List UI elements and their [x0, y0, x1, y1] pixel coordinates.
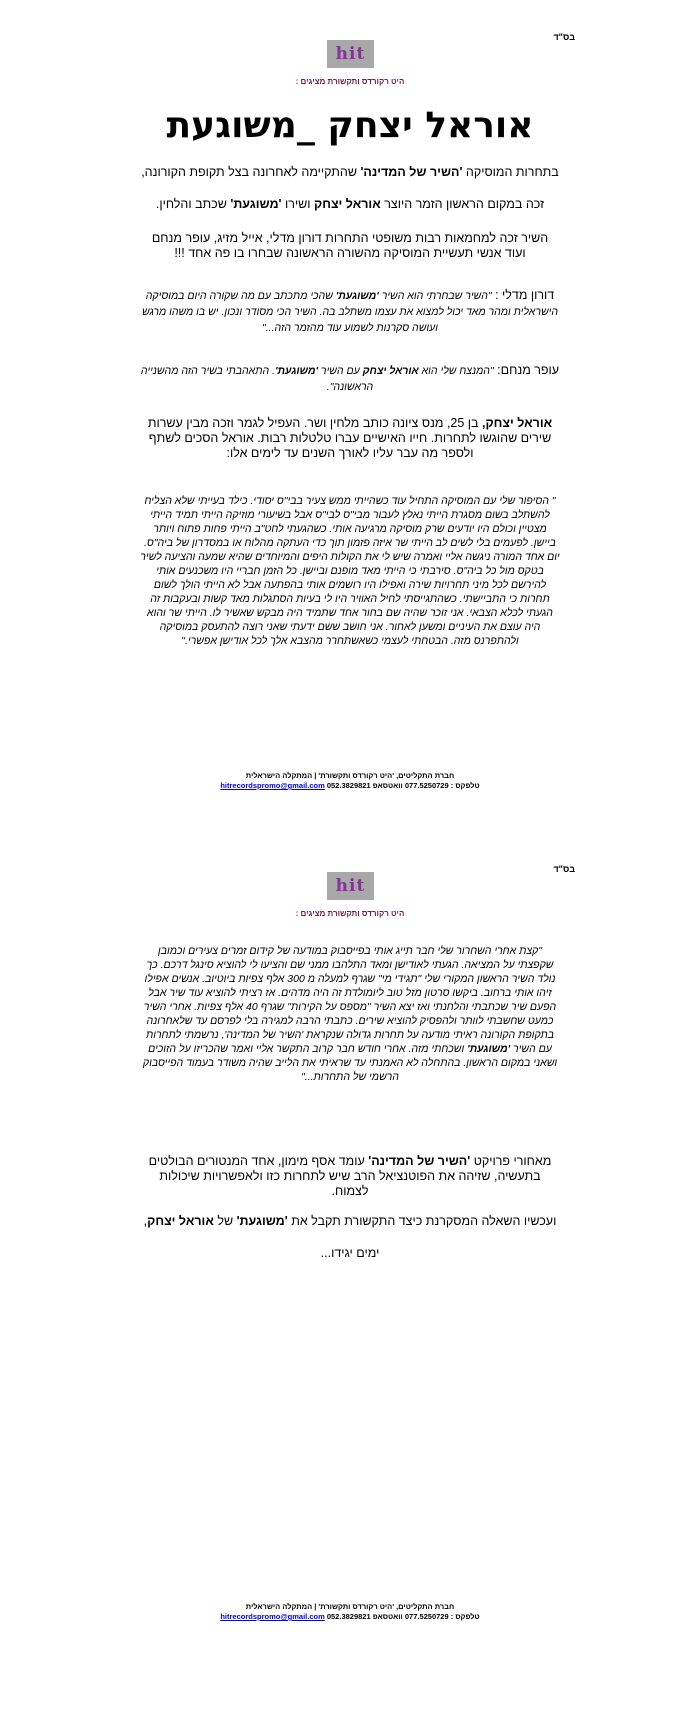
artist-story-part-1: " הסיפור שלי עם המוסיקה התחיל עוד כשהייתי ממש צעיר בבי"ס יסודי. כילד בעייתי שלא הצליח להשתלב בשום מסגרת הייתי נאלץ לעבור מבי"ס לבי"ס אבל בשיעורי מוזיקה הייתי תמיד הייתי מצטיין וכולם היו יודעים שרק מוסיקה מרגיעה אותי. כשהגעתי לחט"ב הייתי פחות פתוח ויותר ביישן. לפעמים בלי לשים לב הייתי שר איזה פזמון תוך כדי העתקה מהלוח או במסדרון של ביה"ס. יום אחד המורה ניגשה אליי ואמרה שיש לי את הקולות היפים והמיוחדים שהיא שמעה והציעה לשיר בטקס מול כל ביה"ס. סירבתי כי הייתי מאד מופנם וביישן. כל הזמן חבריי היו משכנעים אותי להירשם לכל מיני תחרויות שירה ואפילו היו רושמים אותי בהפתעה אבל לא הייתי הולך לשום תחרות כי התביישתי. כשהתגייסתי לחיל האוויר היו לי בעיות הסתגלות מאד קשות ובעקבות זה הגעתי לכלא הצבאי. אני זוכר שהיה שם בחור אחד שתמיד היה מבקש שאשיר לו. הייתי שר והוא היה עוצם את העיניים ומשען לאחור. אני חושב ששם ידעתי שאני רוצה להתעסק במוסיקה ולהתפרנס מזה. הבטחתי לעצמי כשאשתחרר מהצבא אלך לכל אודישן אפשרי." [140, 495, 560, 647]
artist-name: אוראל יצחק, [482, 416, 553, 430]
closing-paragraph-2 [140, 1214, 560, 1229]
document-page-2 [0, 860, 700, 1730]
footer [150, 771, 550, 791]
whatsapp-label: וואטסאפ [370, 1612, 405, 1621]
judge-name: עופר מנחם: [493, 363, 560, 377]
intro-paragraph-3: השיר זכה למחמאות רבות משופטי התחרות דורון מדלי, אייל מזיג, עופר מנחם ועוד אנשי תעשיית המוסיקה מהשורה הראשונה שבחרו בו פה אחד !!! [151, 231, 549, 260]
text-span: ועכשיו השאלה המסקרנת כיצד התקשורת תקבל את [287, 1214, 557, 1228]
text-span: עומד אסף מימון, אחד המנטורים הבולטים בתעשיה, שזיהה את הפוטנציאל הרב שיש לתחרות כזו ולאפשרויות שיכולות לצמוח. [148, 1154, 541, 1198]
bio-text: בן 25, מנס ציונה כותב מלחין ושר. העפיל לגמר וזכה מבין עשרות שירים שהוגשו לתחרות. חייו האישיים עברו טלטלות רבות. אוראל הסכים לשתף ולספר מה עבר עליו לאורך השנים עד לימים אלו: [147, 416, 552, 460]
story-text: "קצת אחרי השחרור שלי חבר תייג אותי בפייסבוק במודעה של קידום זמרים צעירים וכמובן שקפצתי על המציאה. הגעתי לאודישן ומאד התלהבו ממני שם והציעו לי להוציא סינגל דרכם. כך נולד השיר הראשון המקורי שלי "תגידי מי" שגרף למעלה מ 300 אלף צפיות ביוטיוב. אנשים אפילו זיהו אותי ברחוב. ביקשו סרטון מזל טוב ליומולדת זה היה מדהים. אז רציתי להוציא עוד שיר אבל הפעם שיר שכתבתי והלחנתי ואז יצא השיר "מספס על הקירות" שגרף 40 אלף צפיות. אחרי השיר כמעט שחשבתי לוותר ולהפסיק להוציא שירים. כתבתי הרבה למגירה בלי לפרסם עד שלאחרונה בתקופת הקורונה ראיתי מודעה על תחרות גדולה שנקראת 'השיר של המדינה', נרשמתי לתחרות עם השיר [143, 945, 557, 1055]
text-span: מאחורי פרויקט [470, 1154, 552, 1168]
ofer-quote [140, 363, 560, 395]
logo-text: hit [335, 876, 366, 896]
artist-bio [140, 416, 560, 461]
email-link[interactable]: hitrecordspromo@gmail.com [220, 1612, 325, 1621]
phone-label: טלפקס : [448, 1612, 480, 1621]
song-name: 'משוגעת' [467, 1043, 511, 1055]
quote-text: "השיר שבחרתי הוא השיר [378, 290, 492, 302]
footer-company-line: חברת התקליטים, 'היט רקורדס ותקשורת' | המתקלה הישראלית [245, 771, 455, 780]
tagline: היט רקורדס ותקשורת מציגים : [295, 909, 405, 918]
artist-name: אוראל יצחק [314, 197, 381, 211]
quote-text: עם השיר [317, 365, 363, 377]
page-title: אוראל יצחק _משוגעת [166, 105, 534, 146]
footer-contact-line [150, 1612, 550, 1622]
intro-paragraph-2 [140, 197, 560, 212]
footer-company-line: חברת התקליטים, 'היט רקורדס ותקשורת' | המתקלה הישראלית [245, 1602, 455, 1611]
document-page-1 [0, 0, 700, 860]
hit-records-logo [327, 872, 374, 900]
story-text: ושכחתי מזה. אחרי חודש חבר קרוב התקשר אליי ואמר שהכריזו על הזוכים ושאני במקום הראשון. בהתחלה לא האמנתי עד שראיתי את הלייב שהיה משודר בעמוד הפייסבוק הרשמי של התחרות..." [142, 1043, 558, 1083]
artist-story-part-2 [140, 944, 560, 1084]
artist-name: אוראל יצחק [362, 365, 419, 377]
phone-number: 077.5250729 [404, 781, 449, 790]
text-span: בתחרות המוסיקה [462, 165, 559, 179]
text-span: ושירו [281, 197, 315, 211]
footer-contact-line [150, 781, 550, 791]
intro-paragraph-1 [140, 165, 560, 180]
text-span: שהתקיימה לאחרונה בצל תקופת הקורונה, [141, 165, 361, 179]
doron-quote [140, 288, 560, 336]
contest-name: 'השיר של המדינה' [368, 1154, 471, 1168]
text-span: שכתב והלחין. [155, 197, 231, 211]
song-name: 'משוגעת' [230, 197, 282, 211]
closing-paragraph-3: ימים יגידו... [320, 1246, 380, 1260]
hit-records-logo [327, 40, 374, 68]
phone-label: טלפקס : [448, 781, 480, 790]
logo-text: hit [335, 44, 366, 64]
email-link[interactable]: hitrecordspromo@gmail.com [220, 781, 325, 790]
whatsapp-label: וואטסאפ [370, 781, 405, 790]
whatsapp-number: 052.3829821 [326, 1612, 371, 1621]
song-name: 'משוגעת' [236, 1214, 288, 1228]
footer [150, 1602, 550, 1622]
quote-text: "המנצח שלי הוא [418, 365, 494, 377]
quote-text: שהכי מתכתב עם מה שקורה היום במוסיקה הישראלית ומהר מאד יכול למצוא את עצמו משתלב בה. השיר הכי מסודר ונכון. יש בו משהו מרגש ועושה סקרנות לשמוע עוד מהזמר הזה..." [142, 290, 558, 334]
contest-name: 'השיר של המדינה' [360, 165, 463, 179]
closing-paragraph-1 [140, 1154, 560, 1199]
song-name: 'משוגעת' [335, 290, 379, 302]
text-span: זכה במקום הראשון הזמר היוצר [380, 197, 545, 211]
bsd-mark: בס"ד [553, 864, 575, 874]
quote-text: . התאהבתי בשיר הזה מהשנייה הראשונה". [140, 365, 374, 393]
text-span: , [143, 1214, 148, 1228]
phone-number: 077.5250729 [404, 1612, 449, 1621]
bsd-mark: בס"ד [553, 32, 575, 42]
whatsapp-number: 052.3829821 [326, 781, 371, 790]
tagline: היט רקורדס ותקשורת מציגים : [295, 77, 405, 86]
text-span: של [213, 1214, 237, 1228]
song-name: 'משוגעת' [275, 365, 318, 377]
artist-name: אוראל יצחק [147, 1214, 214, 1228]
judge-name: דורון מדלי : [491, 288, 555, 302]
